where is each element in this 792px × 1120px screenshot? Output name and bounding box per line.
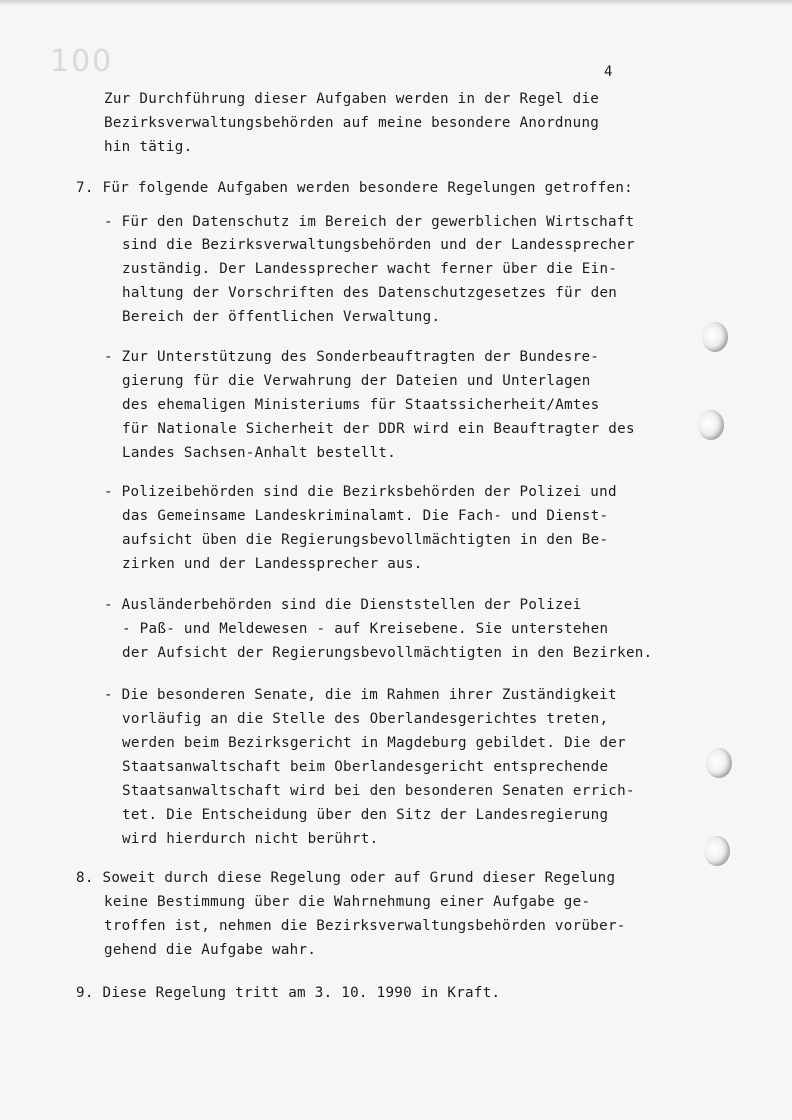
bullet-stasi-line: des ehemaligen Ministeriums für Staatssicherheit/Amtes <box>122 397 600 413</box>
bullet-stasi-line: Landes Sachsen-Anhalt bestellt. <box>122 445 397 461</box>
bullet-senate-line: - Die besonderen Senate, die im Rahmen ihrer Zuständigkeit <box>104 687 617 703</box>
punch-hole <box>698 410 724 440</box>
bullet-senate-line: Staatsanwaltschaft wird bei den besonderen Senaten errich- <box>122 783 635 799</box>
intro-line: Zur Durchführung dieser Aufgaben werden in der Regel die <box>104 91 600 107</box>
punch-hole <box>706 748 732 778</box>
bullet-datenschutz-line: zuständig. Der Landessprecher wacht ferner über die Ein- <box>122 261 618 277</box>
bullet-datenschutz-line: sind die Bezirksverwaltungsbehörden und der Landessprecher <box>122 237 635 253</box>
bullet-senate-line: vorläufig an die Stelle des Oberlandesgerichtes treten, <box>122 711 609 727</box>
bullet-senate-line: tet. Die Entscheidung über den Sitz der Landesregierung <box>122 807 609 823</box>
bullet-auslaender-line: - Ausländerbehörden sind die Dienststellen der Polizei <box>104 597 582 613</box>
bullet-datenschutz-line: Bereich der öffentlichen Verwaltung. <box>122 309 441 325</box>
bullet-polizei-line: zirken und der Landessprecher aus. <box>122 556 423 572</box>
intro-line: Bezirksverwaltungsbehörden auf meine besondere Anordnung <box>104 115 600 131</box>
bullet-auslaender-line: der Aufsicht der Regierungsbevollmächtigten in den Bezirken. <box>122 645 653 661</box>
bullet-stasi-line: gierung für die Verwahrung der Dateien und Unterlagen <box>122 373 591 389</box>
bullet-senate-line: Staatsanwaltschaft beim Oberlandesgericht entsprechende <box>122 759 609 775</box>
bullet-stasi-line: - Zur Unterstützung des Sonderbeauftragten der Bundesre- <box>104 349 600 365</box>
page-number: 4 <box>604 64 613 80</box>
bullet-polizei-line: aufsicht üben die Regierungsbevollmächtigten in den Be- <box>122 532 609 548</box>
bullet-senate-line: werden beim Bezirksgericht in Magdeburg gebildet. Die der <box>122 735 626 751</box>
intro-line: hin tätig. <box>104 139 193 155</box>
bullet-polizei-line: - Polizeibehörden sind die Bezirksbehörden der Polizei und <box>104 484 617 500</box>
section-7-heading: 7. Für folgende Aufgaben werden besondere Regelungen getroffen: <box>76 180 634 196</box>
bullet-datenschutz-line: - Für den Datenschutz im Bereich der gewerblichen Wirtschaft <box>104 214 635 230</box>
faint-stamp-number: 100 <box>50 44 114 79</box>
section-8-line: troffen ist, nehmen die Bezirksverwaltungsbehörden vorüber- <box>104 918 626 934</box>
punch-hole <box>704 836 730 866</box>
section-9-line: 9. Diese Regelung tritt am 3. 10. 1990 in Kraft. <box>76 985 501 1001</box>
bullet-stasi-line: für Nationale Sicherheit der DDR wird ein Beauftragter des <box>122 421 635 437</box>
bullet-datenschutz-line: haltung der Vorschriften des Datenschutzgesetzes für den <box>122 285 618 301</box>
scan-top-edge <box>0 0 792 6</box>
bullet-auslaender-line: - Paß- und Meldewesen - auf Kreisebene. Sie unterstehen <box>122 621 609 637</box>
punch-hole <box>702 322 728 352</box>
section-8-line: 8. Soweit durch diese Regelung oder auf Grund dieser Regelung <box>76 870 616 886</box>
section-8-line: gehend die Aufgabe wahr. <box>104 942 317 958</box>
bullet-senate-line: wird hierdurch nicht berührt. <box>122 831 379 847</box>
section-8-line: keine Bestimmung über die Wahrnehmung einer Aufgabe ge- <box>104 894 591 910</box>
bullet-polizei-line: das Gemeinsame Landeskriminalamt. Die Fach- und Dienst- <box>122 508 609 524</box>
